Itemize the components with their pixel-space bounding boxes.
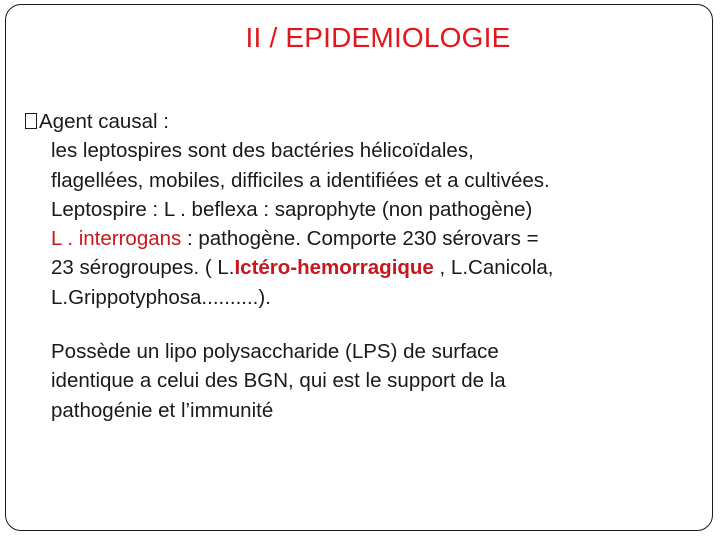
bullet-heading: Agent causal : bbox=[39, 110, 169, 133]
slide-title: II / EPIDEMIOLOGIE bbox=[245, 22, 511, 53]
bullet-box-icon bbox=[25, 113, 37, 129]
serovar-ictero: Ictéro-hemorragique bbox=[234, 256, 434, 280]
text-line-1: les leptospires sont des bactéries hélicoïdales, bbox=[51, 139, 474, 163]
slide-content bbox=[25, 107, 705, 425]
paragraph-2 bbox=[25, 337, 705, 425]
text-line-2: flagellées, mobiles, difficiles a identifiées et a cultivées. bbox=[51, 168, 550, 192]
para2-line-3: pathogénie et l’immunité bbox=[51, 398, 274, 422]
text-line-3: Leptospire : L . beflexa : saprophyte (non pathogène) bbox=[51, 197, 533, 221]
para2-line-1: Possède un lipo polysaccharide (LPS) de surface bbox=[51, 340, 499, 364]
text-line-6: L.Grippotyphosa..........). bbox=[51, 285, 271, 309]
para2-line-2: identique a celui des BGN, qui est le support de la bbox=[51, 369, 506, 393]
text-line-4 bbox=[25, 224, 705, 253]
text-line-5-post: , L.Canicola, bbox=[433, 256, 554, 280]
species-interrogans: L . interrogans bbox=[51, 227, 182, 251]
bullet-heading-line bbox=[25, 107, 705, 136]
text-line-4-rest: : pathogène. Comporte 230 sérovars = bbox=[181, 227, 539, 251]
text-line-5-pre: 23 sérogroupes. ( L. bbox=[51, 256, 235, 280]
text-line-5 bbox=[25, 253, 705, 282]
